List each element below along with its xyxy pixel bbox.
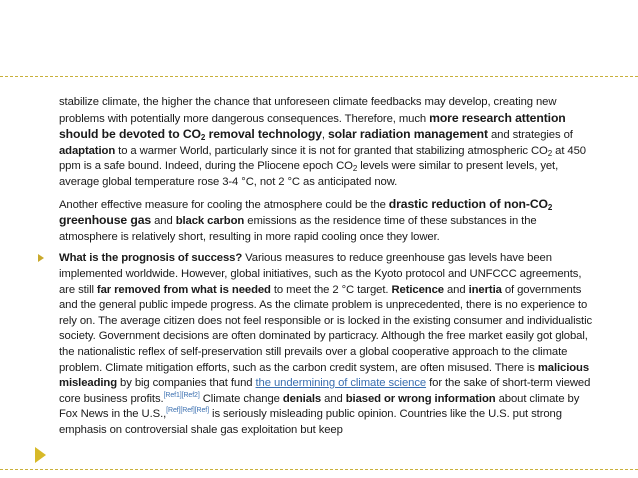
slide-corner-arrow-icon <box>35 447 46 463</box>
bullet-heading: What is the prognosis of success? <box>59 252 243 265</box>
emphasis: far removed from what is needed <box>96 283 271 296</box>
text: levels were similar to present levels, yet, average global temperature rose 3-4 °C, not 2 °C as anticipated now. <box>59 160 559 188</box>
bullet-arrow-icon <box>38 254 44 262</box>
text: for the sake of short-term viewed core business profits. <box>59 377 591 405</box>
text: to a warmer World, particularly since it is not for granted that stabilizing atmospheric CO <box>115 144 548 157</box>
top-dashed-rule <box>0 76 638 77</box>
subscript: 2 <box>200 133 206 143</box>
emphasis: Reticence <box>391 283 444 296</box>
emphasis: drastic reduction of non-CO <box>388 196 548 211</box>
reference-links[interactable]: [Ref][Ref][Ref] <box>166 407 209 415</box>
text: , <box>321 129 328 142</box>
text: and <box>443 283 469 296</box>
text: stabilize climate, the higher the chance that unforeseen climate feedbacks may develop, creating new problems with potentially more dangerous consequences. Therefore, much <box>59 96 557 125</box>
emphasis: denials <box>282 392 322 405</box>
paragraph-non-co2 <box>42 197 598 246</box>
subscript: 2 <box>547 202 553 212</box>
text: at 450 ppm is a safe bound. Indeed, during the Pliocene epoch CO <box>59 144 586 173</box>
emphasis: biased or wrong information <box>345 392 496 405</box>
emphasis: malicious misleading <box>59 361 590 390</box>
bullet-prognosis <box>42 251 598 438</box>
subscript: 2 <box>352 164 358 174</box>
emphasis: greenhouse gas <box>59 213 152 228</box>
emphasis: inertia <box>468 283 502 296</box>
text: by big companies that fund <box>117 377 256 390</box>
slide-body <box>42 95 598 438</box>
text: of governments and the general public impede progress. As the climate problem is unprecedented, there is no experience to rely on. The average citizen does not feel responsible or is locked in the existing consumer and individualistic society. Government decisions are often dominated by particracy. Although the free market easily got global, the nationalistic reflex of self-preservation still prevails over a global cooperative approach to the climate problem. Climate mitigation efforts, such as the carbon credit system, are often misused. There is <box>59 283 593 374</box>
text: and <box>321 392 346 405</box>
paragraph-research <box>42 95 598 191</box>
text: Another effective measure for cooling the atmosphere could be the <box>59 198 389 211</box>
text: Various measures to reduce greenhouse gas levels have been implemented worldwide. However, global initiatives, such as the Kyoto protocol and UNFCCC agreements, are still <box>59 252 582 296</box>
bottom-dashed-rule <box>0 469 638 470</box>
text: about climate by Fox News in the U.S., <box>59 392 580 421</box>
text: and strategies of <box>487 129 573 142</box>
text: Climate change <box>199 392 283 405</box>
undermining-science-link[interactable]: the undermining of climate science <box>255 377 427 390</box>
emphasis: solar radiation management <box>327 127 488 142</box>
emphasis: adaptation <box>59 144 116 157</box>
text: is seriously misleading public opinion. Countries like the U.S. put strong emphasis on controversial shale gas exploitation but keep <box>59 408 562 436</box>
subscript: 2 <box>547 148 553 158</box>
text: and <box>151 215 176 228</box>
reference-links[interactable]: [Ref1][Ref2] <box>163 391 200 399</box>
text: to meet the 2 °C target. <box>270 283 392 296</box>
emphasis: black carbon <box>175 215 245 228</box>
emphasis: removal technology <box>205 127 322 142</box>
emphasis: more research attention should be devoted to CO <box>59 110 566 142</box>
text: emissions as the residence time of these substances in the atmosphere is relatively short, resulting in more rapid cooling once they lower. <box>59 215 537 243</box>
